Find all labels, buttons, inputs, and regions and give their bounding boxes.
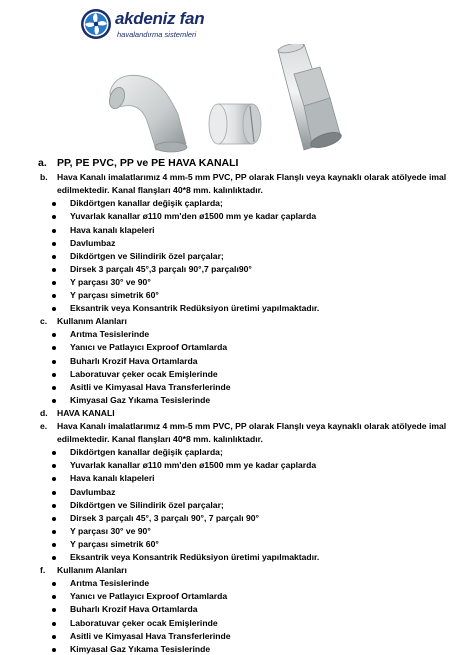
list-item: Laboratuvar çeker ocak Emişlerinde [70, 617, 218, 628]
section-paragraph-line: Hava Kanalı imalatlarımız 4 mm-5 mm PVC, PP olarak Flanşlı veya kaynaklı olarak atölyede imal [57, 421, 447, 431]
list-item: Dikdörtgen ve Silindirik özel parçalar; [70, 250, 224, 261]
list-item: Y parçası 30° ve 90° [70, 525, 151, 536]
section-paragraph-line: edilmektedir. Kanal flanşları 40*8 mm. kalınlıktadır. [57, 434, 263, 445]
bullet-dot-icon [52, 543, 56, 547]
bullet-dot-icon [52, 281, 56, 285]
section-title: Kullanım Alanları [57, 316, 127, 327]
bullet-dot-icon [52, 530, 56, 534]
bullet-dot-icon [52, 360, 56, 364]
bullet-dot-icon [52, 582, 56, 586]
list-item: Buharlı Krozif Hava Ortamlarda [70, 355, 198, 366]
section-marker: e. [40, 421, 48, 431]
bullet-dot-icon [52, 464, 56, 468]
pipe-flange-ring [209, 104, 261, 144]
section-title: Kullanım Alanları [57, 565, 127, 576]
bullet-dot-icon [52, 622, 56, 626]
list-item: Asitli ve Kimyasal Hava Transferlerinde [70, 630, 231, 641]
list-item: Dikdörtgen kanallar değişik çaplarda; [70, 198, 223, 209]
list-item: Dirsek 3 parçalı 45°, 3 parçalı 90°, 7 parçalı 90° [70, 512, 259, 523]
list-item: Eksantrik veya Konsantrik Redüksiyon üretimi yapılmaktadır. [70, 303, 320, 314]
company-logo [80, 8, 230, 48]
section-marker: d. [40, 407, 48, 418]
list-item: Laboratuvar çeker ocak Emişlerinde [70, 368, 218, 379]
bullet-dot-icon [52, 229, 56, 233]
list-item: Y parçası simetrik 60° [70, 290, 159, 300]
section-title: HAVA KANALI [57, 407, 115, 418]
section-marker: a. [38, 157, 47, 169]
list-item: Y parçası 30° ve 90° [70, 276, 151, 287]
bullet-dot-icon [52, 491, 56, 495]
list-item: Eksantrik veya Konsantrik Redüksiyon üretimi yapılmaktadır. [70, 552, 320, 562]
bullet-dot-icon [52, 595, 56, 599]
list-item: Dirsek 3 parçalı 45°,3 parçalı 90°,7 parçalı90° [70, 263, 252, 274]
bullet-dot-icon [52, 346, 56, 350]
bullet-dot-icon [52, 242, 56, 246]
section-marker: b. [40, 172, 48, 183]
bullet-dot-icon [52, 294, 56, 298]
bullet-dot-icon [52, 451, 56, 455]
section-marker: c. [40, 316, 48, 327]
list-item: Y parçası simetrik 60° [70, 538, 159, 549]
list-item: Yuvarlak kanallar ø110 mm'den ø1500 mm ye kadar çaplarda [70, 211, 317, 222]
list-item: Kimyasal Gaz Yıkama Tesislerinde [70, 394, 211, 405]
list-item: Asitli ve Kimyasal Hava Transferlerinde [70, 381, 231, 392]
bullet-dot-icon [52, 648, 56, 652]
section-marker: f. [40, 565, 46, 576]
list-item: Hava kanalı klapeleri [70, 473, 155, 484]
list-item: Buharlı Krozif Hava Ortamlarda [70, 604, 198, 615]
section-heading: PP, PE PVC, PP ve PE HAVA KANALI [57, 157, 239, 169]
list-item: Dikdörtgen kanallar değişik çaplarda; [70, 447, 223, 458]
bullet-dot-icon [52, 333, 56, 337]
list-item: Davlumbaz [70, 237, 116, 248]
list-item: Kimyasal Gaz Yıkama Tesislerinde [70, 643, 211, 654]
bullet-dot-icon [52, 504, 56, 508]
section-paragraph-line: Hava Kanalı imalatlarımız 4 mm-5 mm PVC, PP olarak Flanşlı veya kaynaklı olarak atölyede imal [57, 172, 447, 183]
list-item: Arıtma Tesislerinde [70, 329, 150, 340]
bullet-dot-icon [52, 386, 56, 390]
list-item: Yanıcı ve Patlayıcı Exproof Ortamlarda [70, 591, 228, 602]
bullet-dot-icon [52, 635, 56, 639]
list-item: Arıtma Tesislerinde [70, 578, 150, 589]
logo-name: akdeniz fan [115, 9, 205, 28]
bullet-dot-icon [52, 608, 56, 612]
product-photo [100, 44, 382, 154]
bullet-dot-icon [52, 255, 56, 259]
bullet-dot-icon [52, 517, 56, 521]
section-paragraph-line: edilmektedir. Kanal flanşları 40*8 mm. kalınlıktadır. [57, 185, 263, 196]
bullet-dot-icon [52, 373, 56, 377]
list-item: Yanıcı ve Patlayıcı Exproof Ortamlarda [70, 342, 228, 353]
bullet-dot-icon [52, 477, 56, 481]
list-item: Yuvarlak kanallar ø110 mm'den ø1500 mm ye kadar çaplarda [70, 460, 317, 471]
bullet-dot-icon [52, 215, 56, 219]
logo-subtitle: havalandırma sistemleri [117, 30, 197, 39]
pipe-elbow [107, 75, 187, 152]
bullet-dot-icon [52, 399, 56, 403]
list-item: Hava kanalı klapeleri [70, 224, 155, 235]
bullet-dot-icon [52, 202, 56, 206]
fan-logo-icon [80, 8, 112, 40]
list-item: Dikdörtgen ve Silindirik özel parçalar; [70, 499, 224, 510]
list-item: Davlumbaz [70, 486, 116, 497]
bullet-dot-icon [52, 307, 56, 311]
bullet-dot-icon [52, 268, 56, 272]
bullet-dot-icon [52, 556, 56, 560]
telescopic-duct-pipe [277, 44, 343, 151]
